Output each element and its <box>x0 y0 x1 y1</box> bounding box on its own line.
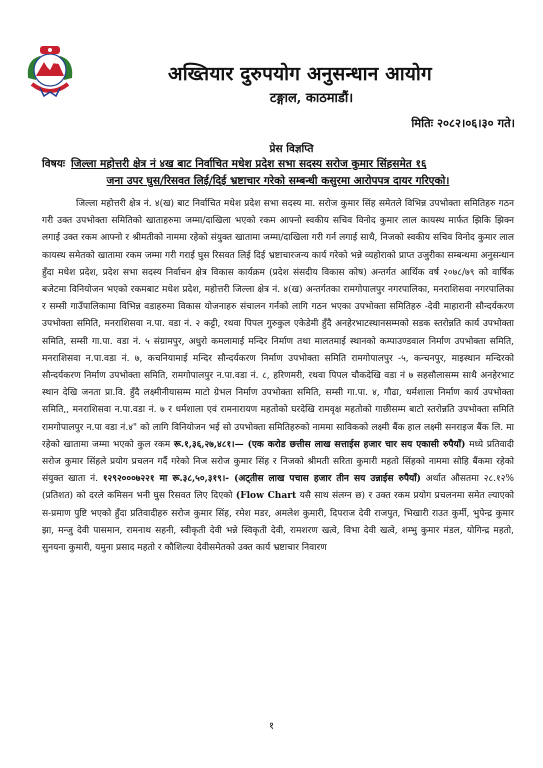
body-text-2: मध्ये प्रतिवादी सरोज कुमार सिंहले प्रयोग प्रचलन गर्दै गरेको निज सरोज कुमार सिंह र निजको श्रीमती सरिता कुमारी महतो सिंहको नाममा सोहि बैंकमा रहेको संयुक्त खाता नं. <box>42 439 514 485</box>
organization-name: अख्तियार दुरुपयोग अनुसन्धान आयोग <box>168 63 432 85</box>
subject-line-2: जना उपर घुस/रिसवत लिई/दिई भ्रष्टाचार गरेको सम्बन्धी कसुरमा आरोपपत्र दायर गरिएको। <box>106 175 450 187</box>
body-text-3: अर्थात औसतमा २८.१२% (प्रतिशत) को दरले कमिसन भनी घुस रिसवत लिए दिएको <box>42 474 514 502</box>
page-number: १ <box>268 721 275 732</box>
body-paragraph <box>42 196 514 557</box>
subject-line-1: जिल्ला महोत्तरी क्षेत्र नं ४ख बाट निर्वाचित मधेश प्रदेश सभा सदस्य सरोज कुमार सिंहसमेत १६ <box>71 158 427 170</box>
joint-account-amount: १२९२०००७२२१ मा रू.३८,५०,३१९।- (अट्तीस लाख पचास हजार तीन सय उन्नाईस रुपैयाँ) <box>102 474 421 485</box>
total-amount: रू.१,३६,२७,४८१।— (एक करोड छत्तीस लाख सत्ताईस हजार चार सय एकासी रुपैयाँ) <box>173 439 466 450</box>
press-release-body <box>42 196 514 557</box>
flow-chart-reference: (Flow Chart <box>235 491 297 502</box>
subject-label: विषयः <box>42 158 66 170</box>
body-text-4: यसै साथ संलग्न छ) र उक्त रकम प्रयोग प्रचलनमा समेत ल्याएको स-प्रमाण पुष्टि भएको हुँदा प्रतिवादीहरु सरोज कुमार सिंह, रमेश मडर, अमलेश कुमारी, दिपराज देवी राजपुत, भिखारी राउत कुर्मी, भुपेन्द्र कुमार झा, मन्जु देवी पासमान, रामनाथ सहनी, स्वीकृती देवी भन्ने स्विकृती देवी, रामशरण खत्वे, विभा देवी खत्वे, शम्भु कुमार मंडल, योगिन्द्र महतो, सुनयना कुमारी, यमुना प्रसाद महतो र कौशिल्या देवीसमेतको उक्त कार्य भ्रष्टाचार निवारण <box>42 491 514 554</box>
body-text-1: जिल्ला महोत्तरी क्षेत्र नं. ४(ख) बाट निर्वाचित मधेश प्रदेश सभा सदस्य मा. सरोज कुमार सिंह समेतले विभिन्न उपभोक्ता समितिहरु गठन गरी उक्त उपभोक्ता समितिको खाताहरुमा जम्मा/दाखिला भएको रकम आफ्नो स्वकीय सचिव विनोद कुमार लाल कायस्थ मार्फत झिकि झिक्न लगाई उक्त रकम आफ्नो र श्रीमतीको नाममा रहेको संयुक्त खातामा जम्मा/दाखिला गरी गर्न लगाई साथै, निजको स्वकीय सचिव विनोद कुमार लाल कायस्थ समेतको खातामा रकम जम्मा गरी गराई घुस रिसवत लिई दिई भ्रष्टाचारजन्य कार्य गरेको भन्ने व्यहोराको प्राप्त उजुरीका सम्बन्धमा अनुसन्धान हुँदा मधेश प्रदेश, प्रदेश सभा सदस्य निर्वाचन क्षेत्र विकास कार्यक्रम (प्रदेश संसदीय विकास कोष) अन्तर्गत आर्थिक वर्ष २०७८/७९ को वार्षिक बजेटमा विनियोजन भएको रकमबाट मधेश प्रदेश, महोत्तरी जिल्ला क्षेत्र नं. ४(ख) अन्तर्गतका रामगोपालपुर नगरपालिका, मनराशिसवा नगरपालिका र सम्सी गाउँपालिकामा विभिन्न वडाहरुमा विकास योजनाहरु संचालन गर्नको लागि गठन भएका उपभोक्ता समितिहरु -देवी माहारानी सौन्दर्यकरण उपभोक्ता समिति, मनराशिसवा न.पा. वडा नं. २ कट्टी, रथवा पिपल गुरुकुल एकेडेमी हुँदै अनहेरभाटस्थानसम्मको सडक स्तरोन्नति कार्य उपभोक्ता समिति, सम्सी गा.पा. वडा नं. ५ संग्रामपुर, अधुरो कमलामाई मन्दिर निर्माण तथा मालतमाई स्थानको कम्पाउण्डवाल निर्माण उपभोक्ता समिति, मनराशिसवा न.पा.वडा नं. ७, कचनियामाई मन्दिर सौन्दर्यकरण निर्माण उपभोक्ता समिति रामगोपालपुर -५, कन्चनपुर, माइस्थान मन्दिरको सौन्दर्यकरण निर्माण उपभोक्ता समिति, रामगोपालपुर न.पा.वडा नं. ८, हरिणमरी, रथवा पिपल चौकदेखि वडा नं ७ सहसौलासम्म साथै अनहेरभाट स्थान देखि जनता प्रा.वि. हुँदै लक्ष्मीनीयासम्म माटो ग्रेभल निर्माण उपभोक्ता समिति, सम्सी गा.पा. ४, गौढा, धर्मशाला निर्माण कार्य उपभोक्ता समिति,, मनराशिसवा न.पा.वडा नं. ७ र धर्मशाला एवं रामनारायण महतोको घरदेखि रामवृक्ष महतोको गाछीसम्म बाटो स्तरोन्नति उपभोक्ता समिति रामगोपालपुर न.पा वडा नं.४" को लागि विनियोजन भई सो उपभोक्ता समितिहरुको नाममा साविकको लक्ष्मी बैंक हाल लक्ष्मी सनराइज बैंक लि. मा रहेको खातामा जम्मा भएको कुल रकम <box>42 199 514 450</box>
press-release-heading: प्रेस विज्ञप्ति <box>269 143 314 155</box>
document-date: मितिः २०८२।०६।३० गते। <box>411 116 515 130</box>
subject-block <box>42 156 514 190</box>
organization-address: टङ्गाल, काठमाडौं। <box>269 91 354 106</box>
